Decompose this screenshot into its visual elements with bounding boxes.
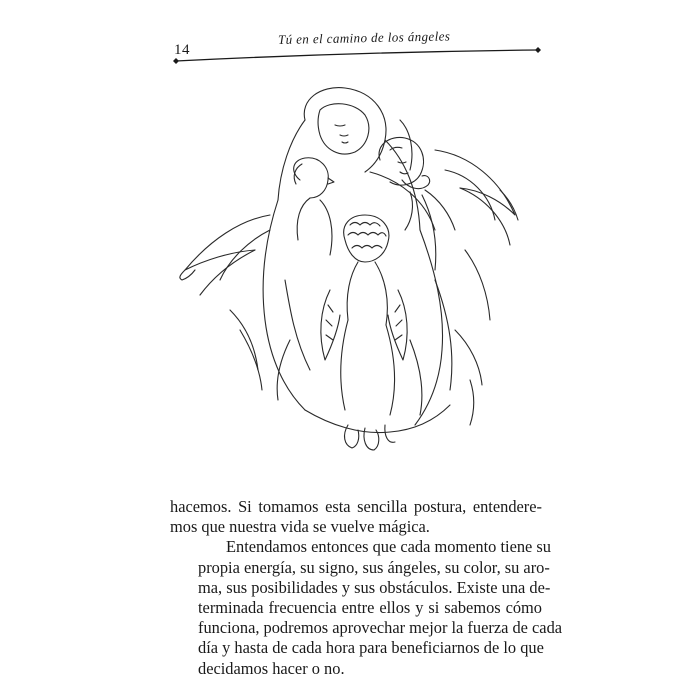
text-line: funciona, podremos aprovechar mejor la fuerza de cada [198, 618, 563, 638]
page-number: 14 [174, 42, 190, 58]
running-title: Tú en el camino de los ángeles [277, 28, 451, 47]
text-line: ma, sus posibilidades y sus obstáculos. Existe una de- [198, 577, 551, 597]
text-line: día y hasta de cada hora para beneficiarnos de lo que [198, 638, 544, 658]
text-line: decidamos hacer o no. [198, 658, 345, 678]
angels-illustration [170, 80, 540, 460]
text-line: hacemos. Si tomamos esta sencilla postura, entendere- [170, 497, 542, 516]
body-text [170, 497, 563, 679]
paragraph-2 [170, 537, 563, 678]
text-line: propia energía, su signo, sus ángeles, su color, su aro- [198, 557, 550, 577]
paragraph-1 [170, 497, 542, 537]
page-header [172, 28, 542, 68]
text-line: terminada frecuencia entre ellos y si sabemos cómo [198, 598, 542, 618]
text-line: mos que nuestra vida se vuelve mágica. [170, 517, 430, 537]
text-line: Entendamos entonces que cada momento tiene su [226, 537, 551, 557]
